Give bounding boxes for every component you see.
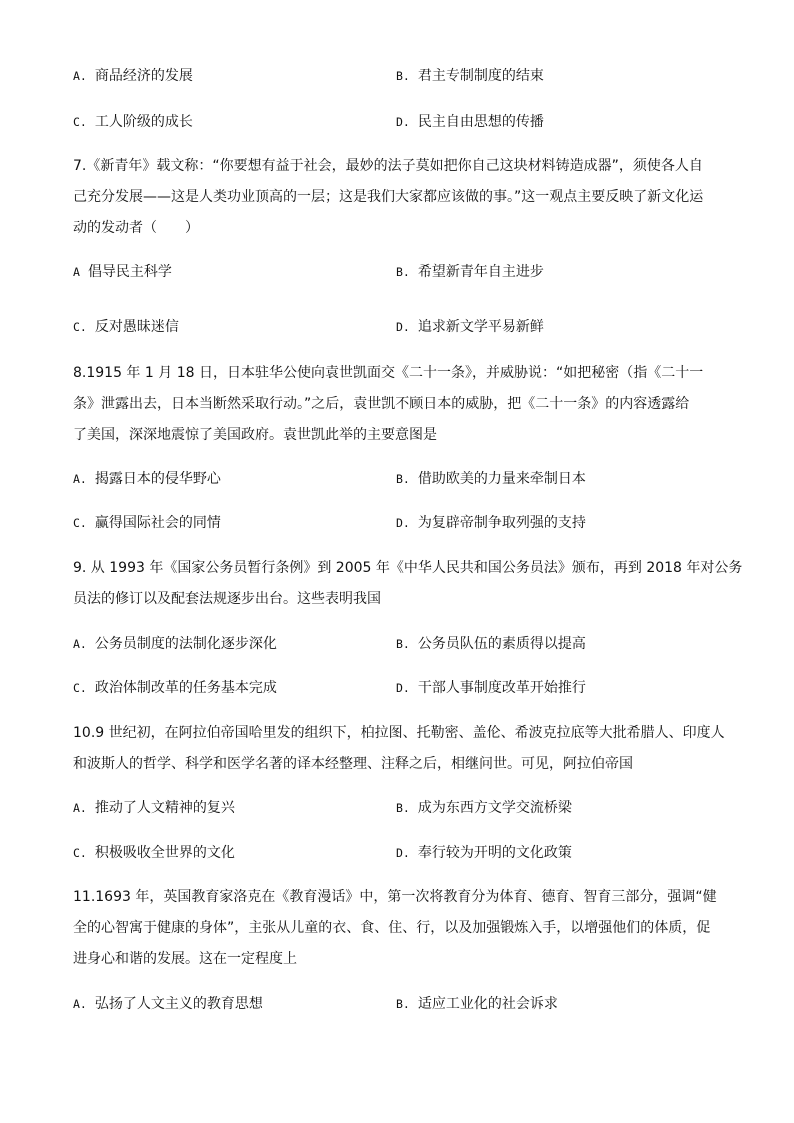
q7-option-c[interactable]: C. 反对愚昧迷信 [73,319,179,335]
q7-options-row-2 [73,316,723,338]
q9-option-a[interactable]: A. 公务员制度的法制化逐步深化 [73,636,277,652]
q8-option-b[interactable]: B. 借助欧美的力量来牵制日本 [396,471,586,487]
q9-option-b[interactable]: B. 公务员队伍的素质得以提高 [396,636,586,652]
q11-option-b[interactable]: B. 适应工业化的社会诉求 [396,996,558,1012]
q7-options-row-1 [73,261,723,283]
q10-line-1: 10.9 世纪初，在阿拉伯帝国哈里发的组织下，柏拉图、托勒密、盖伦、希波克拉底等大批希腊人、印度人 [73,725,725,741]
q10-line-2: 和波斯人的哲学、科学和医学名著的译本经整理、注释之后，相继问世。可见，阿拉伯帝国 [73,756,633,772]
q6-options-row-1 [73,65,723,87]
q6-option-d[interactable]: D. 民主自由思想的传播 [396,114,544,130]
q7-line-2: 己充分发展——这是人类功业顶高的一层；这是我们大家都应该做的事。”这一观点主要反映了新文化运 [73,189,704,205]
q10-option-c[interactable]: C. 积极吸收全世界的文化 [73,845,235,861]
q8-stem [73,362,723,455]
q7-option-b[interactable]: B. 希望新青年自主进步 [396,264,544,280]
q6-option-b[interactable]: B. 君主专制制度的结束 [396,68,544,84]
q10-option-b[interactable]: B. 成为东西方文学交流桥梁 [396,800,572,816]
q9-options-row-2 [73,677,723,699]
q9-line-2: 员法的修订以及配套法规逐步出台。这些表明我国 [73,591,381,607]
q11-line-2: 全的心智寓于健康的身体”，主张从儿童的衣、食、住、行，以及加强锻炼入手，以增强他们的体质，促 [73,920,711,936]
q6-options-row-2 [73,111,723,133]
q11-option-a[interactable]: A. 弘扬了人文主义的教育思想 [73,996,263,1012]
q7-line-3: 动的发动者（ ） [73,220,199,236]
q7-option-d[interactable]: D. 追求新文学平易新鲜 [396,319,544,335]
q6-option-c[interactable]: C. 工人阶级的成长 [73,114,193,130]
q9-stem [73,557,743,619]
q8-option-a[interactable]: A. 揭露日本的侵华野心 [73,471,221,487]
q8-line-1: 8.1915 年 1 月 18 日，日本驻华公使向袁世凯面交《二十一条》，并威胁说：“如把秘密（指《二十一 [73,365,704,381]
q7-line-1: 7.《新青年》载文称：“你要想有益于社会，最妙的法子莫如把你自己这块材料铸造成器”，须使各人自 [73,158,703,174]
q10-stem [73,722,723,784]
q8-line-2: 条》泄露出去，日本当断然采取行动。”之后，袁世凯不顾日本的威胁，把《二十一条》的内容透露给 [73,396,690,412]
q11-stem [73,886,723,979]
q11-line-3: 进身心和谐的发展。这在一定程度上 [73,951,297,967]
q11-line-1: 11.1693 年，英国教育家洛克在《教育漫话》中，第一次将教育分为体育、德育、智育三部分，强调“健 [73,889,717,905]
q9-option-c[interactable]: C. 政治体制改革的任务基本完成 [73,680,277,696]
q8-options-row-2 [73,512,723,534]
q10-option-d[interactable]: D. 奉行较为开明的文化政策 [396,845,572,861]
q7-stem [73,155,723,248]
q10-option-a[interactable]: A. 推动了人文精神的复兴 [73,800,235,816]
q11-options-row-1 [73,993,723,1015]
q6-option-a[interactable]: A. 商品经济的发展 [73,68,193,84]
q8-option-d[interactable]: D. 为复辟帝制争取列强的支持 [396,515,586,531]
q7-option-a[interactable]: A 倡导民主科学 [73,264,172,280]
q10-options-row-1 [73,797,723,819]
q9-line-1: 9. 从 1993 年《国家公务员暂行条例》到 2005 年《中华人民共和国公务员法》颁布，再到 2018 年对公务 [73,560,743,576]
q8-options-row-1 [73,468,723,490]
q8-line-3: 了美国，深深地震惊了美国政府。袁世凯此举的主要意图是 [73,427,437,443]
q10-options-row-2 [73,842,723,864]
q9-options-row-1 [73,633,723,655]
q8-option-c[interactable]: C. 赢得国际社会的同情 [73,515,221,531]
q9-option-d[interactable]: D. 干部人事制度改革开始推行 [396,680,586,696]
